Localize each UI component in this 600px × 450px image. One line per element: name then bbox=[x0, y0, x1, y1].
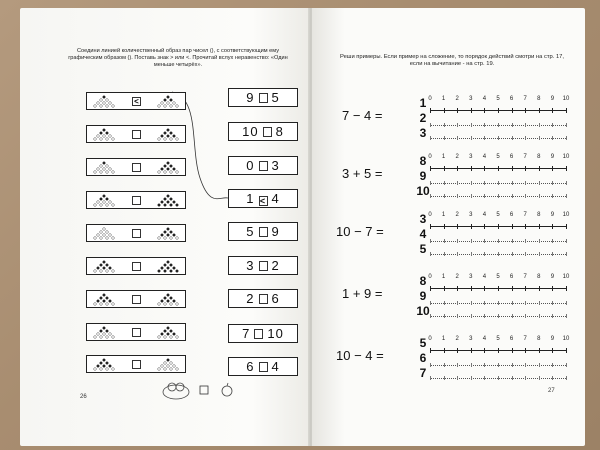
dot-triangle-icon bbox=[155, 161, 181, 174]
ruler-label: 2 bbox=[455, 274, 459, 280]
answer-option[interactable]: 10 bbox=[416, 304, 430, 318]
right-number: 6 bbox=[271, 291, 280, 306]
right-number: 10 bbox=[267, 326, 284, 341]
dot-triangle-icon bbox=[155, 128, 181, 141]
ruler-label: 5 bbox=[496, 154, 500, 160]
sign-answer-box[interactable] bbox=[259, 261, 268, 271]
right-number: 3 bbox=[271, 158, 280, 173]
ruler-label: 3 bbox=[469, 274, 473, 280]
left-number: 1 bbox=[246, 191, 255, 206]
left-number: 5 bbox=[246, 224, 255, 239]
open-workbook bbox=[20, 8, 585, 446]
number-comparison-box bbox=[228, 122, 298, 141]
ruler-label: 2 bbox=[455, 336, 459, 342]
answer-option[interactable]: 1 bbox=[419, 96, 427, 110]
picture-pair-row bbox=[86, 158, 186, 176]
left-instruction: Соедини линией количественный образ пар чисел (), с соответствующим ему графическим образом (). Поставь знак > или <. Прочитай вслух неравенство: «Один меньше четырёх». bbox=[68, 48, 288, 69]
answer-option[interactable]: 10 bbox=[416, 184, 430, 198]
ruler-label: 1 bbox=[441, 336, 446, 342]
left-page bbox=[20, 8, 310, 446]
picture-pair-row bbox=[86, 355, 186, 373]
ruler-label: 10 bbox=[562, 154, 570, 160]
ruler-label: 9 bbox=[550, 212, 555, 218]
ruler-label: 7 bbox=[523, 154, 527, 160]
ruler-label: 6 bbox=[509, 154, 514, 160]
dot-triangle-icon bbox=[155, 358, 181, 371]
dot-triangle-icon bbox=[91, 161, 117, 174]
dot-triangle-icon bbox=[91, 194, 117, 207]
answer-option[interactable]: 6 bbox=[419, 351, 427, 365]
ruler-label: 5 bbox=[496, 336, 500, 342]
answer-option[interactable]: 3 bbox=[419, 212, 427, 226]
ruler-label: 4 bbox=[482, 154, 487, 160]
ruler-label: 1 bbox=[441, 212, 446, 218]
ruler-label: 10 bbox=[562, 96, 570, 102]
answer-option[interactable]: 9 bbox=[419, 289, 427, 303]
ruler-label: 5 bbox=[496, 212, 500, 218]
exercise-expression: 1 + 9 = bbox=[342, 286, 383, 301]
right-number: 5 bbox=[271, 90, 280, 105]
sign-answer-box[interactable] bbox=[132, 328, 141, 337]
picture-pair-row bbox=[86, 257, 186, 275]
ruler-label: 7 bbox=[523, 212, 527, 218]
dot-triangle-icon bbox=[91, 95, 117, 108]
number-comparison-box bbox=[228, 289, 298, 308]
sign-answer-box[interactable]: < bbox=[132, 97, 141, 106]
dot-triangle-icon bbox=[155, 326, 181, 339]
fruit-bowl-icon bbox=[162, 378, 242, 402]
answer-option[interactable]: 8 bbox=[419, 274, 427, 288]
number-comparison-box bbox=[228, 189, 298, 208]
ruler-label: 8 bbox=[537, 96, 541, 102]
right-number: 4 bbox=[271, 191, 280, 206]
ruler-label: 0 bbox=[428, 154, 432, 160]
picture-pair-row bbox=[86, 92, 186, 110]
ruler-label: 8 bbox=[537, 336, 541, 342]
answer-option[interactable]: 2 bbox=[419, 111, 427, 125]
exercise-expression: 10 − 7 = bbox=[336, 224, 384, 239]
sign-answer-box[interactable] bbox=[259, 93, 268, 103]
right-page bbox=[312, 8, 585, 446]
ruler-label: 4 bbox=[482, 212, 487, 218]
right-number: 8 bbox=[275, 124, 284, 139]
ruler-label: 2 bbox=[455, 154, 459, 160]
dot-triangle-icon bbox=[91, 128, 117, 141]
number-comparison-box bbox=[228, 88, 298, 107]
ruler-label: 5 bbox=[496, 274, 500, 280]
dot-triangle-icon bbox=[155, 95, 181, 108]
dot-triangle-icon bbox=[155, 260, 181, 273]
dot-triangle-icon bbox=[91, 227, 117, 240]
ruler-label: 9 bbox=[550, 336, 555, 342]
left-page-number: 26 bbox=[80, 394, 87, 400]
left-number: 2 bbox=[246, 291, 255, 306]
dot-triangle-icon bbox=[155, 227, 181, 240]
ruler-label: 7 bbox=[523, 336, 527, 342]
sign-answer-box[interactable] bbox=[254, 329, 263, 339]
ruler-label: 5 bbox=[496, 96, 500, 102]
ruler-label: 3 bbox=[469, 96, 473, 102]
ruler-label: 3 bbox=[469, 336, 473, 342]
ruler-label: 1 bbox=[441, 274, 446, 280]
left-number: 3 bbox=[246, 258, 255, 273]
sign-answer-box[interactable] bbox=[263, 127, 272, 137]
ruler-label: 0 bbox=[428, 336, 432, 342]
right-instruction: Реши примеры. Если пример на сложение, то порядок действий смотри на стр. 17, если на вычитание - на стр. 19. bbox=[339, 54, 565, 68]
ruler-label: 2 bbox=[455, 212, 459, 218]
answer-option[interactable]: 9 bbox=[419, 169, 427, 183]
ruler-label: 6 bbox=[509, 274, 514, 280]
picture-pair-row bbox=[86, 191, 186, 209]
right-page-number: 27 bbox=[548, 388, 555, 394]
answer-option[interactable]: 7 bbox=[419, 366, 427, 380]
ruler-label: 3 bbox=[469, 212, 473, 218]
sign-answer-box[interactable] bbox=[259, 362, 268, 372]
ruler-label: 6 bbox=[509, 336, 514, 342]
dot-triangle-icon bbox=[91, 260, 117, 273]
ruler-label: 9 bbox=[550, 96, 555, 102]
sign-answer-box[interactable] bbox=[132, 262, 141, 271]
ruler-label: 0 bbox=[428, 212, 432, 218]
exercise-expression: 7 − 4 = bbox=[342, 108, 383, 123]
answer-option[interactable]: 5 bbox=[419, 242, 427, 256]
right-number: 9 bbox=[271, 224, 280, 239]
sign-answer-box[interactable] bbox=[132, 229, 141, 238]
dot-triangle-icon bbox=[91, 293, 117, 306]
answer-option[interactable]: 3 bbox=[419, 126, 427, 140]
dot-triangle-icon bbox=[91, 358, 117, 371]
ruler-label: 7 bbox=[523, 96, 527, 102]
sign-answer-box[interactable] bbox=[132, 196, 141, 205]
picture-pair-row bbox=[86, 125, 186, 143]
picture-pair-row bbox=[86, 224, 186, 242]
sign-answer-box[interactable]: < bbox=[259, 196, 267, 206]
dot-triangle-icon bbox=[155, 194, 181, 207]
ruler-label: 6 bbox=[509, 212, 514, 218]
answer-option[interactable]: 4 bbox=[419, 227, 427, 241]
right-number: 4 bbox=[271, 359, 280, 374]
picture-pair-row bbox=[86, 290, 186, 308]
answer-option[interactable]: 5 bbox=[419, 336, 427, 350]
number-comparison-box bbox=[228, 357, 298, 376]
sign-answer-box[interactable] bbox=[259, 161, 268, 171]
sign-answer-box[interactable] bbox=[259, 294, 268, 304]
number-comparison-box bbox=[228, 324, 298, 343]
answer-option[interactable]: 8 bbox=[419, 154, 427, 168]
ruler-label: 8 bbox=[537, 274, 541, 280]
ruler-label: 4 bbox=[482, 274, 487, 280]
left-number: 10 bbox=[242, 124, 259, 139]
ruler-label: 8 bbox=[537, 212, 541, 218]
number-comparison-box bbox=[228, 256, 298, 275]
ruler-label: 7 bbox=[523, 274, 527, 280]
picture-pair-row bbox=[86, 323, 186, 341]
sign-answer-box[interactable] bbox=[132, 130, 141, 139]
ruler-label: 9 bbox=[550, 154, 555, 160]
sign-answer-box[interactable] bbox=[132, 163, 141, 172]
ruler-label: 4 bbox=[482, 96, 487, 102]
ruler-label: 10 bbox=[562, 212, 570, 218]
left-number: 6 bbox=[246, 359, 255, 374]
ruler-label: 1 bbox=[441, 96, 446, 102]
number-comparison-box bbox=[228, 222, 298, 241]
ruler-label: 9 bbox=[550, 274, 555, 280]
sign-answer-box[interactable] bbox=[259, 227, 268, 237]
ruler-label: 4 bbox=[482, 336, 487, 342]
sign-answer-box[interactable] bbox=[132, 360, 141, 369]
ruler-label: 10 bbox=[562, 274, 570, 280]
left-number: 0 bbox=[246, 158, 255, 173]
ruler-label: 10 bbox=[562, 336, 570, 342]
number-comparison-box bbox=[228, 156, 298, 175]
ruler-label: 3 bbox=[469, 154, 473, 160]
ruler-label: 6 bbox=[509, 96, 514, 102]
right-number: 2 bbox=[271, 258, 280, 273]
exercise-expression: 10 − 4 = bbox=[336, 348, 384, 363]
ruler-label: 0 bbox=[428, 96, 432, 102]
left-number: 7 bbox=[242, 326, 251, 341]
exercise-expression: 3 + 5 = bbox=[342, 166, 383, 181]
ruler-label: 0 bbox=[428, 274, 432, 280]
ruler-label: 2 bbox=[455, 96, 459, 102]
dot-triangle-icon bbox=[155, 293, 181, 306]
sign-answer-box[interactable] bbox=[132, 295, 141, 304]
ruler-label: 1 bbox=[441, 154, 446, 160]
dot-triangle-icon bbox=[91, 326, 117, 339]
left-number: 9 bbox=[246, 90, 255, 105]
ruler-label: 8 bbox=[537, 154, 541, 160]
